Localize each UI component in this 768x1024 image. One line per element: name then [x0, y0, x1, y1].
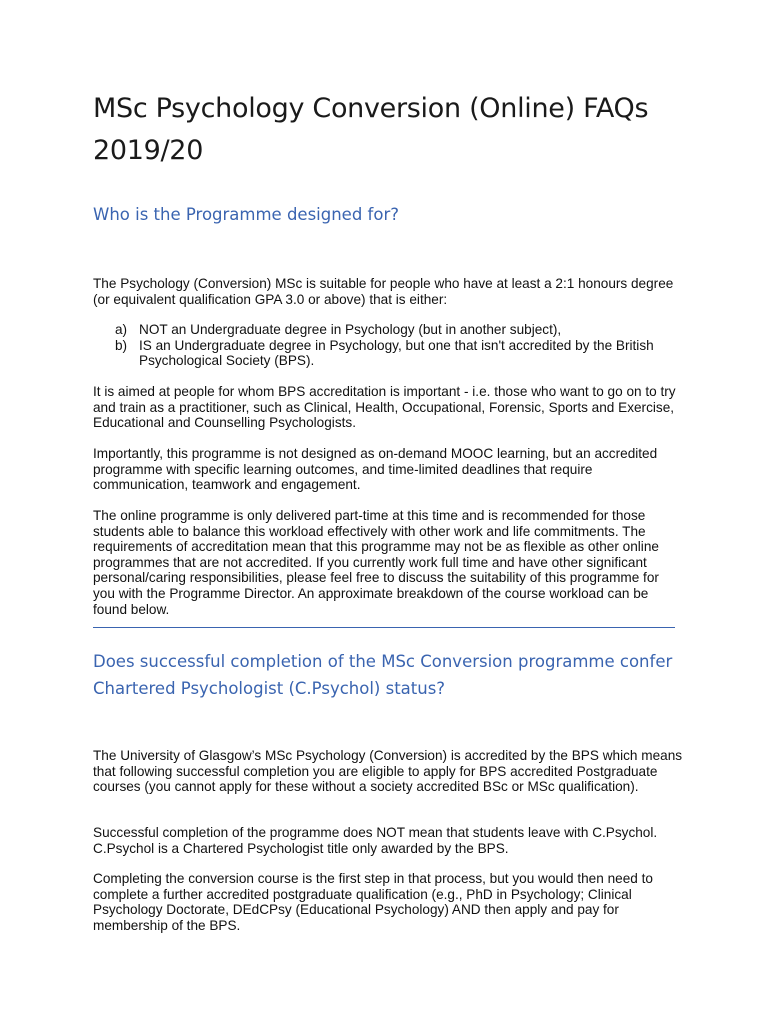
- section-heading-chartered-status: Does successful completion of the MSc Conversion programme confer Chartered Psychologist (C.Psychol) status?: [93, 652, 673, 698]
- paragraph-bps-accreditation: It is aimed at people for whom BPS accreditation is important - i.e. those who want to go on to try and train as a practitioner, such as Clinical, Health, Occupational, Forensic, Sports and Exercise, Educational and Counselling Psychologists.: [93, 384, 676, 431]
- paragraph-next-steps: Completing the conversion course is the first step in that process, but you would then need to complete a further accredited postgraduate qualification (e.g., PhD in Psychology; Clinical Psychology Doctorate, DEdCPsy (Educational Psychology) AND then apply and pay for membership of the BPS.: [93, 871, 653, 933]
- list-item: [93, 338, 683, 369]
- paragraph-eligibility-intro: The Psychology (Conversion) MSc is suitable for people who have at least a 2:1 honours degree (or equivalent qualification GPA 3.0 or above) that is either:: [93, 276, 674, 307]
- list-item-text: IS an Undergraduate degree in Psychology, but one that isn't accredited by the British Psychological Society (BPS).: [139, 337, 654, 369]
- paragraph-glasgow-accreditation: The University of Glasgow’s MSc Psychology (Conversion) is accredited by the BPS which means that following successful completion you are eligible to apply for BPS accredited Postgraduate courses (you cannot apply for these without a society accredited BSc or MSc qualification).: [93, 748, 683, 795]
- list-item: [93, 322, 683, 338]
- section-heading-programme-audience: Who is the Programme designed for?: [93, 205, 399, 224]
- list-marker: a): [115, 322, 128, 337]
- paragraph-cpsychol-not-awarded: Successful completion of the programme does NOT mean that students leave with C.Psychol. C.Psychol is a Chartered Psychologist title only awarded by the BPS.: [93, 825, 658, 856]
- paragraph-not-mooc: Importantly, this programme is not designed as on-demand MOOC learning, but an accredited programme with specific learning outcomes, and time-limited deadlines that require communication, teamwork and engagement.: [93, 446, 658, 493]
- document-title: MSc Psychology Conversion (Online) FAQs 2019/20: [93, 93, 649, 166]
- list-marker: b): [115, 337, 128, 353]
- paragraph-part-time-workload: The online programme is only delivered part-time at this time and is recommended for those students able to balance this workload effectively with other work and life commitments. The requirements of accreditation mean that this programme may not be as flexible as other online programmes that are not accredited. If you currently work full time and have other significant personal/caring responsibilities, please feel free to discuss the suitability of this programme for you with the Programme Director. An approximate breakdown of the course workload can be found below.: [93, 508, 659, 617]
- eligibility-list: [93, 322, 683, 369]
- section-divider: [93, 627, 675, 628]
- list-item-text: NOT an Undergraduate degree in Psychology (but in another subject),: [139, 322, 562, 337]
